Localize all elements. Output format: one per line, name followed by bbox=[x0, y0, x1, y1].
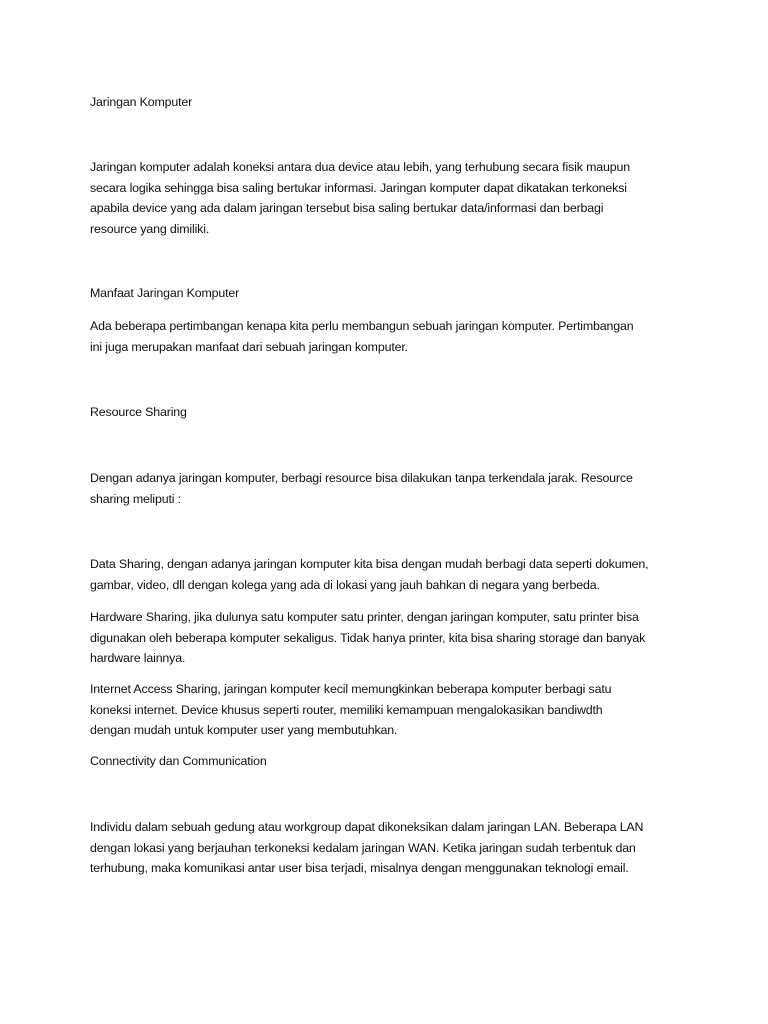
intro-line: Jaringan komputer adalah koneksi antara dua device atau lebih, yang terhubung secara fisik maupun bbox=[90, 160, 630, 174]
hardware-sharing-line: digunakan oleh beberapa komputer sekaligus. Tidak hanya printer, kita bisa sharing storage dan banyak bbox=[90, 630, 646, 645]
hardware-sharing-paragraph bbox=[90, 607, 695, 669]
data-sharing-line: Data Sharing, dengan adanya jaringan komputer kita bisa dengan mudah berbagi data seperti dokumen, bbox=[90, 557, 649, 571]
intro-line: resource yang dimiliki. bbox=[90, 221, 210, 236]
resource-intro-line: sharing meliputi : bbox=[90, 491, 181, 506]
resource-intro-paragraph bbox=[90, 468, 695, 509]
connectivity-line: dengan lokasi yang berjauhan terkoneksi kedalam jaringan WAN. Ketika jaringan sudah terbentuk dan bbox=[90, 840, 636, 855]
resource-sharing-heading: Resource Sharing bbox=[90, 405, 187, 419]
manfaat-line: Ada beberapa pertimbangan kenapa kita perlu membangun sebuah jaringan komputer. Pertimbangan bbox=[90, 319, 634, 333]
internet-sharing-line: Internet Access Sharing, jaringan komputer kecil memungkinkan beberapa komputer berbagi satu bbox=[90, 682, 612, 696]
manfaat-line: ini juga merupakan manfaat dari sebuah jaringan komputer. bbox=[90, 339, 408, 354]
hardware-sharing-line: hardware lainnya. bbox=[90, 651, 186, 665]
connectivity-paragraph bbox=[90, 817, 695, 879]
manfaat-paragraph bbox=[90, 316, 695, 357]
intro-line: apabila device yang ada dalam jaringan tersebut bisa saling bertukar data/informasi dan berbagi bbox=[90, 201, 604, 215]
internet-sharing-line: dengan mudah untuk komputer user yang membutuhkan. bbox=[90, 723, 398, 737]
connectivity-line: terhubung, maka komunikasi antar user bisa terjadi, misalnya dengan menggunakan teknologi email. bbox=[90, 861, 629, 875]
data-sharing-line: gambar, video, dll dengan kolega yang ada di lokasi yang jauh bahkan di negara yang berbeda. bbox=[90, 577, 600, 592]
internet-sharing-line: koneksi internet. Device khusus seperti router, memiliki kemampuan mengalokasikan bandiwdth bbox=[90, 702, 603, 717]
document-title: Jaringan Komputer bbox=[90, 95, 193, 109]
connectivity-line: Individu dalam sebuah gedung atau workgroup dapat dikoneksikan dalam jaringan LAN. Beberapa LAN bbox=[90, 820, 644, 834]
connectivity-heading: Connectivity dan Communication bbox=[90, 754, 267, 768]
data-sharing-paragraph bbox=[90, 554, 695, 595]
resource-intro-line: Dengan adanya jaringan komputer, berbagi resource bisa dilakukan tanpa terkendala jarak. Resource bbox=[90, 471, 633, 485]
intro-paragraph bbox=[90, 157, 695, 239]
internet-sharing-paragraph bbox=[90, 679, 695, 741]
manfaat-heading: Manfaat Jaringan Komputer bbox=[90, 286, 240, 300]
intro-line: secara logika sehingga bisa saling bertukar informasi. Jaringan komputer dapat dikatakan terkoneksi bbox=[90, 180, 627, 195]
hardware-sharing-line: Hardware Sharing, jika dulunya satu komputer satu printer, dengan jaringan komputer, satu printer bisa bbox=[90, 610, 639, 624]
